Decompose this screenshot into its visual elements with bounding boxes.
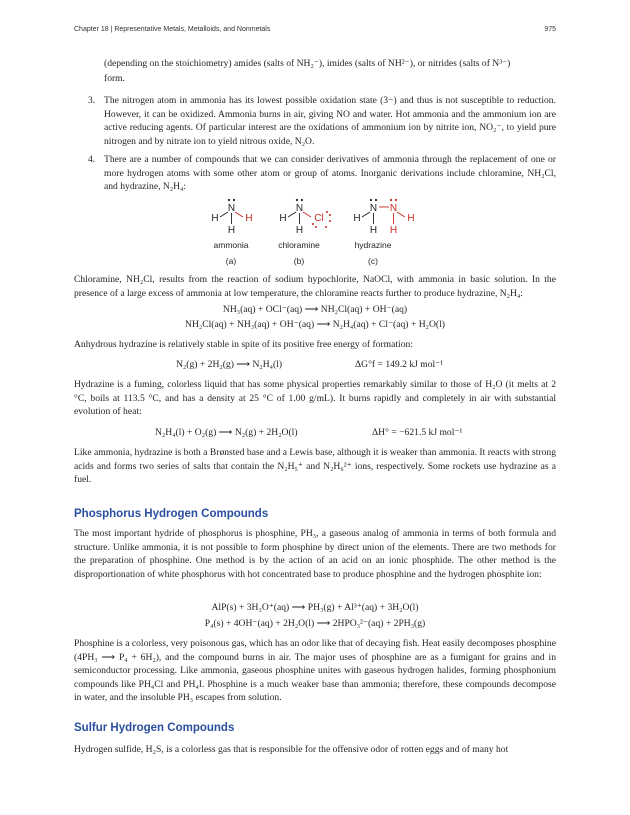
equation-4-reaction: N₂H₄(l) + O₂(g) ⟶ N₂(g) + 2H₂O(l) — [155, 427, 298, 438]
svg-text:N: N — [389, 203, 398, 214]
heading-sulfur: Sulfur Hydrogen Compounds — [74, 722, 235, 734]
paragraph-anhydrous: Anhydrous hydrazine is relatively stable in spite of its positive free energy of formation: — [74, 339, 413, 350]
figure-name-chloramine: chloramine — [278, 240, 320, 250]
hydrazine-structure — [353, 199, 414, 236]
figure-label-b: (b) — [293, 256, 305, 266]
continued-list-text: (depending on the stoichiometry) amides (salts of NH₂⁻), imides (salts of NH²⁻), or nitrides (salts of N³⁻) — [104, 58, 511, 69]
equation-1: NH₃(aq) + OCl⁻(aq) ⟶ NH₂Cl(aq) + OH⁻(aq) — [222, 304, 408, 315]
paragraph-phosphine-properties: Phosphine is a colorless, very poisonous gas, which has an odor like that of decaying fish. Heat easily decomposes phosphine (4PH₃ ⟶ P₄ + 6H₂), and the compound burns in air. The major uses of phosphine are as a fumigant for grains and in semiconductor processing. Like ammonia, gaseous phosphine unites with gaseous hydrogen halides, forming phosphonium compounds like PH₄Cl and PH₄I. Phosphine is a much weaker base than ammonia; therefore, these compounds decompose in water, and the insoluble PH₃ escapes from solution. — [74, 638, 556, 703]
svg-text:H: H — [279, 213, 287, 224]
list-number-3: 3. — [88, 95, 96, 106]
figure-name-hydrazine: hydrazine — [354, 240, 392, 250]
svg-text:H: H — [353, 213, 361, 224]
page-number: 975 — [544, 26, 556, 33]
equation-2: NH₂Cl(aq) + NH₃(aq) + OH⁻(aq) ⟶ N₂H₄(aq) + Cl⁻(aq) + H₂O(l) — [185, 319, 445, 330]
ammonia-structure — [211, 199, 252, 236]
figure-label-a: (a) — [225, 256, 237, 266]
atom-n: N — [227, 203, 236, 214]
chapter-header: Chapter 18 | Representative Metals, Metalloids, and Nonmetals — [74, 26, 271, 33]
heading-phosphorus: Phosphorus Hydrogen Compounds — [74, 508, 269, 520]
svg-text:H: H — [227, 225, 236, 236]
chloramine-structure — [279, 199, 331, 236]
figure-name-ammonia: ammonia — [213, 240, 249, 250]
figure-label-c: (c) — [368, 256, 378, 266]
equation-4-thermo: ΔH° = −621.5 kJ mol⁻¹ — [372, 427, 463, 438]
svg-text:Cl: Cl — [314, 213, 324, 224]
svg-text:H: H — [407, 213, 415, 224]
paragraph-phosphine: The most important hydride of phosphorus is phosphine, PH₃, a gaseous analog of ammonia in terms of both formula and structure. Unlike ammonia, it is not possible to form phosphine by direct union of the elements. There are two methods for the preparation of phosphine. One method is by the action of an acid on an ionic phosphide. The other method is the disproportionation of white phosphorus with hot concentrated base to produce phosphine and the hydrogen phosphite ion: — [74, 528, 556, 580]
ammonia-derivatives-figure — [200, 196, 430, 238]
list-item-4: There are a number of compounds that we can consider derivatives of ammonia through the replacement of one or more hydrogen atoms with some other atom or group of atoms. Inorganic derivations include chloramine, NH₂Cl, and hydrazine, N₂H₄: — [104, 154, 556, 192]
list-item-3: The nitrogen atom in ammonia has its lowest possible oxidation state (3−) and thus is not susceptible to reduction. However, it can be oxidized. Ammonia burns in air, giving NO and water. Hot ammonia and the ammonium ion are active reducing agents. Of particular interest are the oxidations of ammonium ion by nitrite ion, NO₂⁻, to yield pure nitrogen and by nitrate ion to yield nitrous oxide, N₂O. — [104, 95, 556, 147]
svg-text:N: N — [295, 203, 304, 214]
svg-text:H: H — [295, 225, 304, 236]
svg-text:H: H — [211, 213, 219, 224]
svg-text:N: N — [369, 203, 378, 214]
list-number-4: 4. — [88, 154, 96, 165]
svg-text:H: H — [245, 213, 253, 224]
svg-text:H: H — [369, 225, 378, 236]
paragraph-base: Like ammonia, hydrazine is both a Brønsted base and a Lewis base, although it is weaker than ammonia. It reacts with strong acids and forms two series of salts that contain the N₂H₅⁺ and N₂H₆²⁺ ions, respectively. Some rockets use hydrazine as a fuel. — [74, 447, 556, 485]
paragraph-sulfide: Hydrogen sulfide, H₂S, is a colorless gas that is responsible for the offensive odor of rotten eggs and of many hot — [74, 744, 509, 755]
paragraph-hydrazine: Hydrazine is a fuming, colorless liquid that has some physical properties remarkably similar to those of H₂O (it melts at 2 °C, boils at 113.5 °C, and has a density at 25 °C of 1.00 g/mL). It burns rapidly and completely in air with substantial evolution of heat: — [74, 379, 556, 417]
equation-6: P₄(s) + 4OH⁻(aq) + 2H₂O(l) ⟶ 2HPO₃²⁻(aq) + 2PH₃(g) — [204, 618, 426, 629]
continued-list-text-end: form. — [104, 73, 126, 84]
equation-3-thermo: ΔG°f = 149.2 kJ mol⁻¹ — [355, 359, 444, 370]
equation-5: AlP(s) + 3H₃O⁺(aq) ⟶ PH₃(g) + Al³⁺(aq) + 3H₂O(l) — [211, 602, 419, 613]
equation-3-reaction: N₂(g) + 2H₂(g) ⟶ N₂H₄(l) — [176, 359, 283, 370]
paragraph-chloramine: Chloramine, NH₂Cl, results from the reaction of sodium hypochlorite, NaOCl, with ammonia in basic solution. In the presence of a large excess of ammonia at low temperature, the chloramine reacts further to produce hydrazine, N₂H₄: — [74, 274, 556, 299]
svg-text:H: H — [389, 225, 398, 236]
